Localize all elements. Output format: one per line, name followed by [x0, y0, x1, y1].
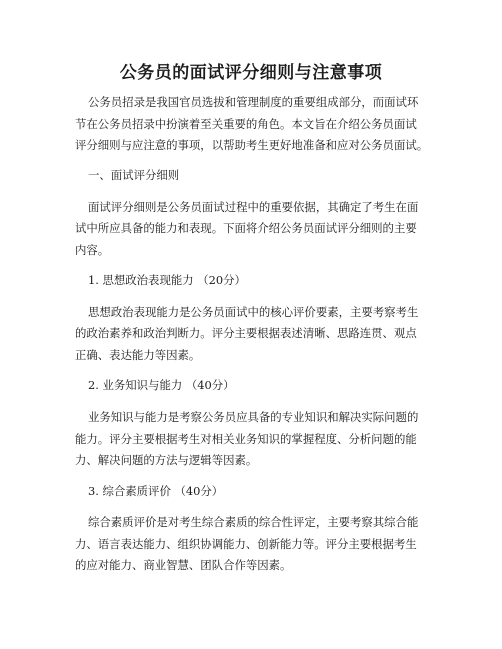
item-2-line-3: 力、解决问题的方法与逻辑等因素。	[75, 453, 258, 467]
item-3-line-2: 力、语言表达能力、组织协调能力、创新能力等。评分主要根据考生	[75, 537, 417, 551]
item-heading-3: 3. 综合素质评价 （40分）	[88, 484, 224, 498]
item-2-line-2: 能力。评分主要根据考生对相关业务知识的掌握程度、分析问题的能	[75, 432, 417, 446]
section-intro-line-3: 内容。	[75, 243, 110, 257]
intro-line-2: 节在公务员招录中扮演着至关重要的角色。本文旨在介绍公务员面试	[75, 117, 417, 131]
item-3-line-1: 综合素质评价是对考生综合素质的综合性评定，主要考察其综合能	[88, 515, 419, 529]
item-1-line-1: 思想政治表现能力是公务员面试中的核心评价要素，主要考察考生	[88, 305, 419, 319]
item-1-line-2: 的政治素养和政治判断力。评分主要根据表述清晰、思路连贯、观点	[75, 326, 417, 340]
item-2-line-1: 业务知识与能力是考察公务员应具备的专业知识和解决实际问题的	[88, 410, 419, 424]
item-1-line-3: 正确、表达能力等因素。	[75, 348, 201, 362]
item-3-line-3: 的应对能力、商业智慧、团队合作等因素。	[75, 558, 292, 572]
section-heading: 一、面试评分细则	[88, 168, 180, 182]
item-heading-1: 1. 思想政治表现能力 （20分）	[88, 273, 246, 287]
intro-line-3: 评分细则与应注意的事项，以帮助考生更好地准备和应对公务员面试。	[75, 138, 429, 152]
section-intro-line-1: 面试评分细则是公务员面试过程中的重要依据，其确定了考生在面	[88, 200, 419, 214]
item-heading-2: 2. 业务知识与能力 （40分）	[88, 378, 235, 392]
intro-line-1: 公务员招录是我国官员选拔和管理制度的重要组成部分，而面试环	[88, 95, 419, 109]
section-intro-line-2: 试中所应具备的能力和表现。下面将介绍公务员面试评分细则的主要	[75, 221, 417, 235]
page-title: 公务员的面试评分细则与注意事项	[119, 63, 383, 83]
